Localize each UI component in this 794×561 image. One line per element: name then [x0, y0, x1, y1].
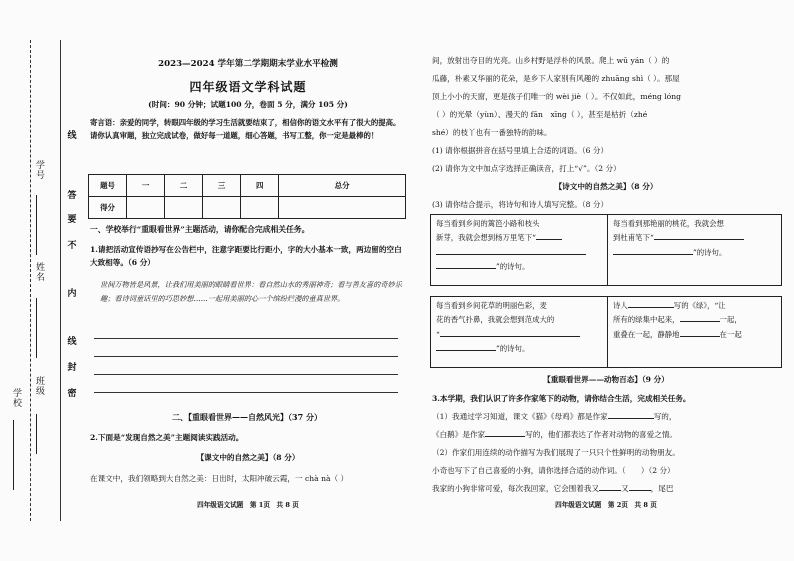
q-text: 写的，他们都表达了作者对动物的喜爱之情。	[525, 430, 678, 439]
poem-box-2-right	[607, 297, 783, 367]
box-text: ”的诗句。	[496, 262, 530, 272]
box-text: 诗人	[613, 301, 628, 310]
q-text: 写的，	[653, 412, 677, 421]
q-text: ，尾巴	[650, 484, 674, 493]
question-3: 3.本学期，我们认识了许多作家笔下的动物，请你结合生活，完成相关任务。	[432, 394, 691, 403]
binding-strip	[0, 0, 78, 561]
score-header-cell: 一	[127, 175, 165, 197]
box-text: 每当看到乡间的篱笆小路和枝头	[436, 219, 540, 228]
passage-line: 顶上小小的天窗，更是孩子们唯一的 wèi jiè（ ）。不仅如此，méng lóng	[432, 92, 682, 101]
box-text: 到杜甫笔下“	[613, 233, 654, 243]
question-2-1: (1) 请你根据拼音在括号里填上合适的词语。（6 分）	[432, 146, 609, 155]
writing-line[interactable]	[94, 356, 398, 357]
writing-line[interactable]	[94, 338, 398, 339]
score-header-cell: 题号	[89, 175, 127, 197]
box-text: 每当看到那艳丽的桃花，我就会想	[613, 219, 724, 228]
answer-blank[interactable]	[608, 410, 654, 419]
question-3-2: （2）作家们用连续的动作描写为我们展现了一只只个性鲜明的动物朋友。	[432, 448, 680, 457]
score-table-row	[89, 197, 406, 219]
score-header-cell: 总分	[279, 175, 406, 197]
box-text: “	[436, 329, 440, 339]
poem-box-2-left	[431, 297, 607, 367]
answer-blank[interactable]	[436, 260, 496, 269]
score-row-label: 得分	[89, 197, 127, 219]
passage-line: （ ）的光晕（yùn）、漫天的 fān xīng（ ），甚至是枯折（zhé	[432, 110, 648, 119]
exam-note	[90, 117, 406, 142]
poem-box-1-right	[607, 215, 783, 285]
question-3-1	[432, 410, 748, 424]
section-2-heading: 二、【重眼看世界——自然风光】（37 分）	[172, 412, 322, 422]
class-field[interactable]	[36, 414, 37, 454]
exam-title: 2023—2024 学年第二学期期末学业水平检测	[158, 59, 338, 69]
seal-char: 封	[67, 363, 77, 373]
question-2-3: (3) 请你结合提示，将诗句和诗人填写完整。（8 分）	[432, 200, 609, 209]
seal-char: 线	[67, 337, 77, 347]
subsection-nature-in-poems: 【诗文中的自然之美】（8 分）	[554, 182, 658, 191]
passage-line: 间，放射出夺目的光亮。山乡村野是浮朴的风景。爬上 wū yán（ ）的	[432, 56, 670, 65]
binding-solid-line	[60, 40, 61, 521]
answer-blank[interactable]	[654, 231, 744, 240]
score-cell[interactable]	[127, 197, 165, 219]
answer-blank[interactable]	[536, 231, 562, 240]
q-text: 又	[621, 484, 629, 493]
score-header-cell: 四	[241, 175, 279, 197]
seal-char: 密	[67, 389, 77, 399]
question-3-2-sentence	[432, 482, 748, 496]
score-table-header	[89, 175, 406, 197]
question-3-1-cont	[432, 428, 748, 442]
answer-blank[interactable]	[629, 482, 651, 491]
q-text: （1）我通过学习知道，课文《猫》《母鸡》都是作家	[432, 412, 608, 421]
score-cell[interactable]	[279, 197, 406, 219]
label-name: 姓名	[34, 262, 44, 282]
question-2-2: (2) 请你为文中加点字选择正确读音，打上“√”。（2 分）	[432, 164, 621, 173]
answer-blank[interactable]	[613, 246, 693, 255]
writing-line[interactable]	[94, 374, 398, 375]
answer-blank[interactable]	[436, 342, 496, 351]
writing-line[interactable]	[94, 392, 398, 393]
score-cell[interactable]	[241, 197, 279, 219]
school-field[interactable]	[13, 420, 14, 490]
score-cell[interactable]	[203, 197, 241, 219]
box-text: 重叠在一起，静静地	[613, 329, 680, 339]
answer-blank[interactable]	[436, 246, 586, 255]
time-line: (时间：90 分钟；试题100 分，卷面 5 分，满分 105 分)	[148, 100, 348, 109]
student-id-field[interactable]	[36, 195, 37, 255]
label-student-id: 学号	[34, 160, 44, 180]
box-text: ”的诗句。	[693, 247, 727, 257]
score-header-cell: 三	[203, 175, 241, 197]
q-text: 我家的小狗非常可爱，每次我回家，它会围着我又	[432, 484, 600, 493]
poem-box-1	[430, 214, 782, 286]
seal-char: 内	[67, 289, 77, 299]
score-header-cell: 二	[165, 175, 203, 197]
section-3-heading: 【重眼看世界——动物百态】（9 分）	[543, 375, 669, 384]
box-text: 花的香气扑鼻，我就会想到范成大的	[436, 315, 555, 325]
q-text: 《白鹅》是作家	[432, 430, 486, 439]
score-cell[interactable]	[165, 197, 203, 219]
label-school: 学校	[11, 388, 21, 408]
seal-char: 不	[67, 241, 77, 251]
page-1	[88, 0, 408, 561]
box-text: 每当看到乡间花草的明丽色彩，麦	[436, 301, 547, 310]
box-text: 所有的绿集中起来，	[613, 315, 680, 325]
note-text: 亲爱的同学，转眼四年级的学习生活就要结束了，相信你的语文水平有了很大的提高。请你认真审题，独立完成试卷，做好每一道题，细心答题，书写工整，你一定是最棒的！	[90, 118, 401, 140]
binding-dashed-line	[30, 40, 31, 521]
page-footer: 四年级语文试题 第 1页 共 8 页	[197, 501, 299, 509]
answer-blank[interactable]	[680, 313, 720, 322]
subject-title: 四年级语文学科试题	[189, 80, 307, 94]
answer-blank[interactable]	[628, 299, 674, 308]
subsection-nature-in-texts: 【课文中的自然之美】（8 分）	[196, 453, 300, 462]
section-1-heading: 一、学校举行“重眼看世界”主题活动，请你配合完成相关任务。	[90, 225, 310, 234]
answer-blank[interactable]	[485, 428, 525, 437]
passage-line: shé）的枝丫也有一番独特的韵味。	[432, 128, 552, 137]
answer-blank[interactable]	[680, 328, 720, 337]
box-text: 一起，	[719, 315, 742, 325]
question-1: 1.请把活动宣传语抄写在公告栏中，注意字距要比行距小，字的大小基本一致，两边留的空白大致相等。（6 分）	[90, 245, 402, 268]
seal-char: 要	[67, 215, 77, 225]
page-footer: 四年级语文试题 第 2页 共 8 页	[555, 501, 657, 509]
poem-box-1-left	[431, 215, 607, 285]
box-text: ”的诗句。	[496, 344, 530, 354]
box-text: 在一起	[719, 329, 742, 339]
answer-blank[interactable]	[440, 328, 580, 337]
seal-char: 线	[67, 131, 77, 141]
page-2	[430, 0, 782, 561]
score-table	[88, 174, 406, 219]
poem-box-2	[430, 296, 782, 368]
box-text: 新芽，我就会想到杨万里笔下“	[436, 233, 536, 243]
question-3-2-cont: 小奇也写下了自己喜爱的小狗，请你选择合适的动作词。（ ）（2 分）	[432, 466, 675, 475]
label-class: 班级	[34, 376, 44, 396]
passage-line: 在课文中，我们领略到大自然之美：日出时，太阳冲破云霞，一 chà nà（ ）	[90, 474, 349, 483]
name-field[interactable]	[36, 298, 37, 358]
seal-char: 答	[67, 191, 77, 201]
answer-blank[interactable]	[599, 482, 621, 491]
box-text: 写的《绿》，“让	[673, 301, 726, 310]
question-2: 2.下面是“发现自然之美”主题阅读实践活动。	[90, 433, 244, 442]
note-label: 寄言语：	[90, 118, 120, 127]
passage-line: 瓜藤，朴素又华丽的花朵，是乡下人家别有风趣的 zhuāng shì（ ）。那屋	[432, 74, 680, 83]
slogan-quote: 世间万物皆是风景，让我们用美丽的眼睛看世界：看自然山水的秀丽神奇；看与善友喜的奇妙乐趣；看诗词童话里的巧思妙想……一起用美丽的心一个缤纷烂漫的童真世界。	[100, 280, 402, 303]
